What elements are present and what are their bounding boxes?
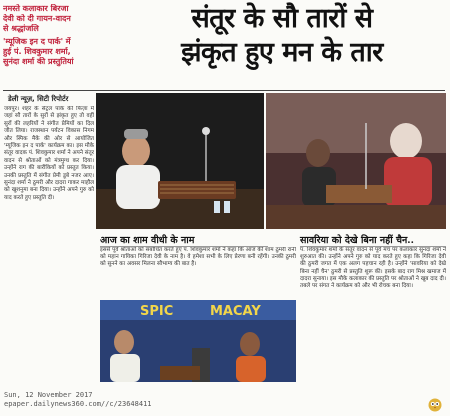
- article-text: पं. शिवकुमार शर्मा के संतूर वादन से पूर्व मंच पर कलाकार सुनंदा शर्मा ने शुरुआत की। उन्होंने अपने गुरु को याद करते हुए कहा कि गिरिजा देवी की ठुमरी जगत में एक अलग पहचान रही है। उन्होंने 'सावरिया को देखे बिना नहीं चैन' ठुमरी से प्रस्तुति शुरू की। इसके बाद राग मिश्र खमाज में दादरा सुनाया। इस मौके कलाकार की प्रस्तुति पर श्रोताओं ने खूब दाद दी। तबले पर संगत ने कार्यक्रम को और भी रोचक बना दिया।: [300, 247, 446, 290]
- article-body-mid: [100, 247, 296, 297]
- intro-line: हुई पं. शिवकुमार शर्मा,: [3, 47, 71, 56]
- intro-line: 'म्यूजिक इन द पार्क' में: [3, 37, 71, 46]
- intro-line: देवी को दी गायन-वादन: [3, 14, 71, 23]
- divider: [3, 90, 445, 91]
- svg-text:SPIC: SPIC: [140, 304, 174, 319]
- intro-blurb: [3, 4, 115, 67]
- footer: [4, 391, 152, 409]
- section-heading-mid: आज का शाम वीधी के नाम: [100, 233, 268, 247]
- footer-url: epaper.dailynews360.com//c/23648411: [4, 400, 152, 408]
- photo-musicians: [266, 93, 446, 229]
- intro-line: सुनंदा शर्मा की प्रस्तुतियां: [3, 57, 74, 66]
- section-heading-right: सावरिया को देखे बिना नहीं चैन..: [300, 233, 446, 247]
- headline: [118, 2, 446, 70]
- owl-logo-icon: [428, 398, 442, 412]
- article-body-right: [300, 247, 446, 387]
- byline: डेली न्यूज़, सिटी रिपोर्टर: [8, 95, 69, 103]
- article-body-left: [4, 106, 94, 374]
- headline-line-1: संतूर के सौ तारों से: [191, 3, 373, 34]
- article-text: इससे पूर्व श्रोताओं को संबोधित करते हुए पं. शिवकुमार शर्मा ने कहा कि आज की शाम ठुमरी रानी को महान गायिका गिरिजा देवी के नाम है। वे हमेशा सभी के लिए प्रेरणा बनी रहेंगी। उनकी ठुमरी को सुनने का अवसर मिलना सौभाग्य की बात है।: [100, 247, 296, 268]
- photo-stage-singer: [100, 300, 296, 382]
- photo-santoor-performance: [96, 93, 264, 229]
- headline-line-2: झंकृत हुए मन के तार: [181, 37, 383, 68]
- footer-date: Sun, 12 November 2017: [4, 391, 93, 399]
- intro-line: नमस्ते कलाकार बिरजा: [3, 4, 69, 13]
- intro-line: से श्रद्धांजलि: [3, 24, 39, 33]
- article-text: जयपुर। शहर के सेंट्रल पार्क की फिज़ा में जहां सौ तारों के सुरों से झंकृत हुए तो वहीं सुरों की लहरियों ने संगीत प्रेमियों का दिल जीत लिया। राजस्थान पर्यटन विकास निगम और स्पिक मैके की ओर से आयोजित 'म्यूजिक इन द पार्क' कार्यक्रम का। इस मौके संतूर वादक पं. शिवकुमार शर्मा ने अपने संतूर वादन से श्रोताओं को मंत्रमुग्ध कर दिया। उन्होंने राग की बारीकियों को प्रस्तुत किया। उनकी प्रस्तुति में संगीत प्रेमी डूबे नजर आए। सुनंदा शर्मा ने ठुमरी और दादरा गाकर माहौल को खुशनुमा बना दिया। उन्होंने अपने गुरु को याद करते हुए प्रस्तुति दी।: [4, 106, 94, 201]
- svg-text:MACAY: MACAY: [210, 304, 261, 319]
